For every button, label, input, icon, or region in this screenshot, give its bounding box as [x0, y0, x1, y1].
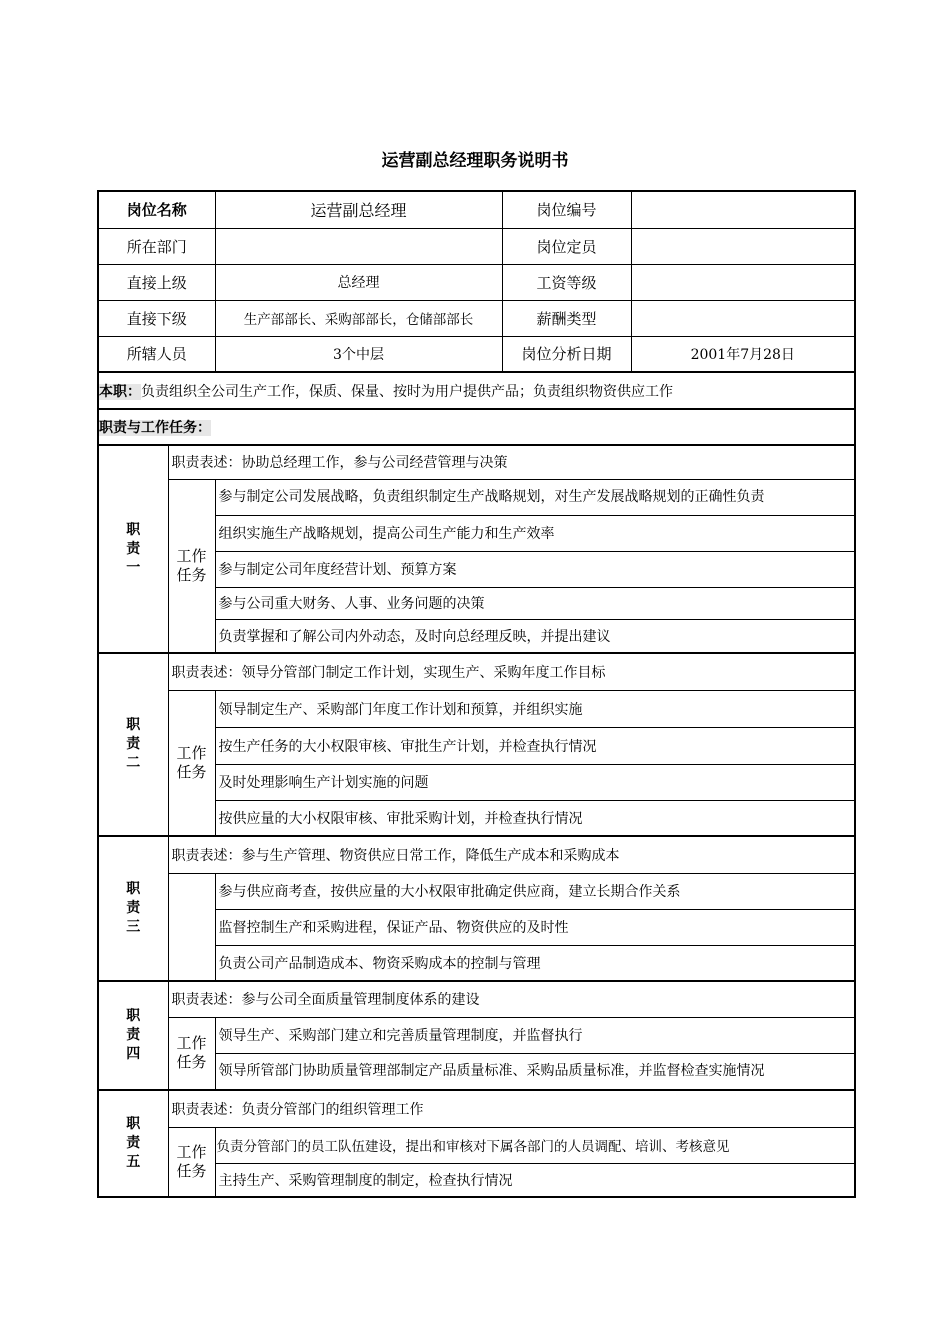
duty-statement-row [98, 981, 855, 1017]
analysis-date-value: 2001年7月28日 [631, 336, 855, 372]
summary-cell [98, 372, 855, 409]
quota-value [631, 228, 855, 264]
staff-value: 3个中层 [215, 336, 502, 372]
task-row [98, 479, 855, 515]
duty-1-statement: 职责表述：协助总经理工作，参与公司经营管理与决策 [168, 445, 855, 479]
duty-2-task-label-text: 工作任务 [176, 743, 207, 781]
duty-4-task-2: 领导所管部门协助质量管理部制定产品质量标准、采购品质量标准，并监督检查实施情况 [215, 1053, 855, 1090]
duty-5-task-label-text: 工作任务 [176, 1142, 207, 1180]
task-row [98, 1127, 855, 1163]
duty-3-task-3: 负责公司产品制造成本、物资采购成本的控制与管理 [215, 945, 855, 981]
duty-1-task-1: 参与制定公司发展战略，负责组织制定生产战略规划，对生产发展战略规划的正确性负责 [215, 479, 855, 515]
duty-1-task-label [168, 479, 215, 653]
duty-statement-row [98, 445, 855, 479]
superior-label: 直接上级 [98, 264, 215, 300]
duty-4-task-1: 领导生产、采购部门建立和完善质量管理制度，并监督执行 [215, 1017, 855, 1053]
duty-2-label [98, 653, 168, 836]
duty-4-label [98, 981, 168, 1090]
info-row [98, 264, 855, 300]
position-no-value [631, 191, 855, 228]
duties-header: 职责与工作任务： [99, 420, 211, 436]
pay-type-label: 薪酬类型 [502, 300, 631, 336]
summary-label: 本职： [99, 383, 141, 400]
duty-3-task-1: 参与供应商考查，按供应量的大小权限审批确定供应商，建立长期合作关系 [215, 873, 855, 909]
duties-header-cell [98, 409, 855, 445]
job-description-table [97, 190, 856, 1198]
duties-header-row [98, 409, 855, 445]
position-no-label: 岗位编号 [502, 191, 631, 228]
position-name-value: 运营副总经理 [215, 191, 502, 228]
duty-3-name: 职责三 [126, 881, 141, 935]
summary-row [98, 372, 855, 409]
superior-value: 总经理 [215, 264, 502, 300]
dept-label: 所在部门 [98, 228, 215, 264]
position-name-label: 岗位名称 [98, 191, 215, 228]
task-row [98, 873, 855, 909]
quota-label: 岗位定员 [502, 228, 631, 264]
task-row [98, 1017, 855, 1053]
duty-2-name: 职责二 [126, 717, 141, 771]
duty-statement-row [98, 653, 855, 690]
duty-5-task-1: 负责分管部门的员工队伍建设，提出和审核对下属各部门的人员调配、培训、考核意见 [215, 1127, 855, 1163]
duty-2-task-2: 按生产任务的大小权限审核、审批生产计划，并检查执行情况 [215, 727, 855, 764]
duty-statement-row [98, 836, 855, 873]
analysis-date-label: 岗位分析日期 [502, 336, 631, 372]
duty-5-name: 职责五 [126, 1116, 141, 1170]
duty-4-task-label [168, 1017, 215, 1090]
duty-4-task-label-text: 工作任务 [176, 1034, 207, 1072]
summary-text: 负责组织全公司生产工作，保质、保量、按时为用户提供产品；负责组织物资供应工作 [141, 383, 673, 400]
duty-4-statement: 职责表述：参与公司全面质量管理制度体系的建设 [168, 981, 855, 1017]
task-row [98, 690, 855, 727]
duty-5-task-label [168, 1127, 215, 1197]
duty-1-task-label-text: 工作任务 [176, 546, 207, 584]
duty-3-task-2: 监督控制生产和采购进程，保证产品、物资供应的及时性 [215, 909, 855, 945]
duty-2-task-label [168, 690, 215, 836]
info-row [98, 300, 855, 336]
duty-statement-row [98, 1090, 855, 1127]
dept-value [215, 228, 502, 264]
duty-1-task-5: 负责掌握和了解公司内外动态，及时向总经理反映，并提出建议 [215, 619, 855, 653]
duty-2-task-4: 按供应量的大小权限审核、审批采购计划，并检查执行情况 [215, 800, 855, 836]
duty-1-label [98, 445, 168, 653]
subordinate-value: 生产部部长、采购部部长，仓储部部长 [215, 300, 502, 336]
info-row [98, 228, 855, 264]
duty-1-task-3: 参与制定公司年度经营计划、预算方案 [215, 551, 855, 587]
info-row [98, 191, 855, 228]
duty-1-task-2: 组织实施生产战略规划，提高公司生产能力和生产效率 [215, 515, 855, 551]
duty-1-name: 职责一 [126, 521, 141, 576]
duty-2-statement: 职责表述：领导分管部门制定工作计划，实现生产、采购年度工作目标 [168, 653, 855, 690]
subordinate-label: 直接下级 [98, 300, 215, 336]
duty-3-statement: 职责表述：参与生产管理、物资供应日常工作，降低生产成本和采购成本 [168, 836, 855, 873]
duty-5-label [98, 1090, 168, 1197]
duty-5-statement: 职责表述：负责分管部门的组织管理工作 [168, 1090, 855, 1127]
salary-label: 工资等级 [502, 264, 631, 300]
duty-1-task-4: 参与公司重大财务、人事、业务问题的决策 [215, 587, 855, 619]
duty-2-task-3: 及时处理影响生产计划实施的问题 [215, 764, 855, 800]
duty-3-label [98, 836, 168, 981]
document-title: 运营副总经理职务说明书 [381, 151, 569, 171]
duty-5-task-2: 主持生产、采购管理制度的制定，检查执行情况 [215, 1163, 855, 1197]
duty-4-name: 职责四 [126, 1008, 141, 1062]
duty-2-task-1: 领导制定生产、采购部门年度工作计划和预算，并组织实施 [215, 690, 855, 727]
staff-label: 所辖人员 [98, 336, 215, 372]
salary-value [631, 264, 855, 300]
pay-type-value [631, 300, 855, 336]
info-row [98, 336, 855, 372]
duty-3-task-label [168, 873, 215, 981]
